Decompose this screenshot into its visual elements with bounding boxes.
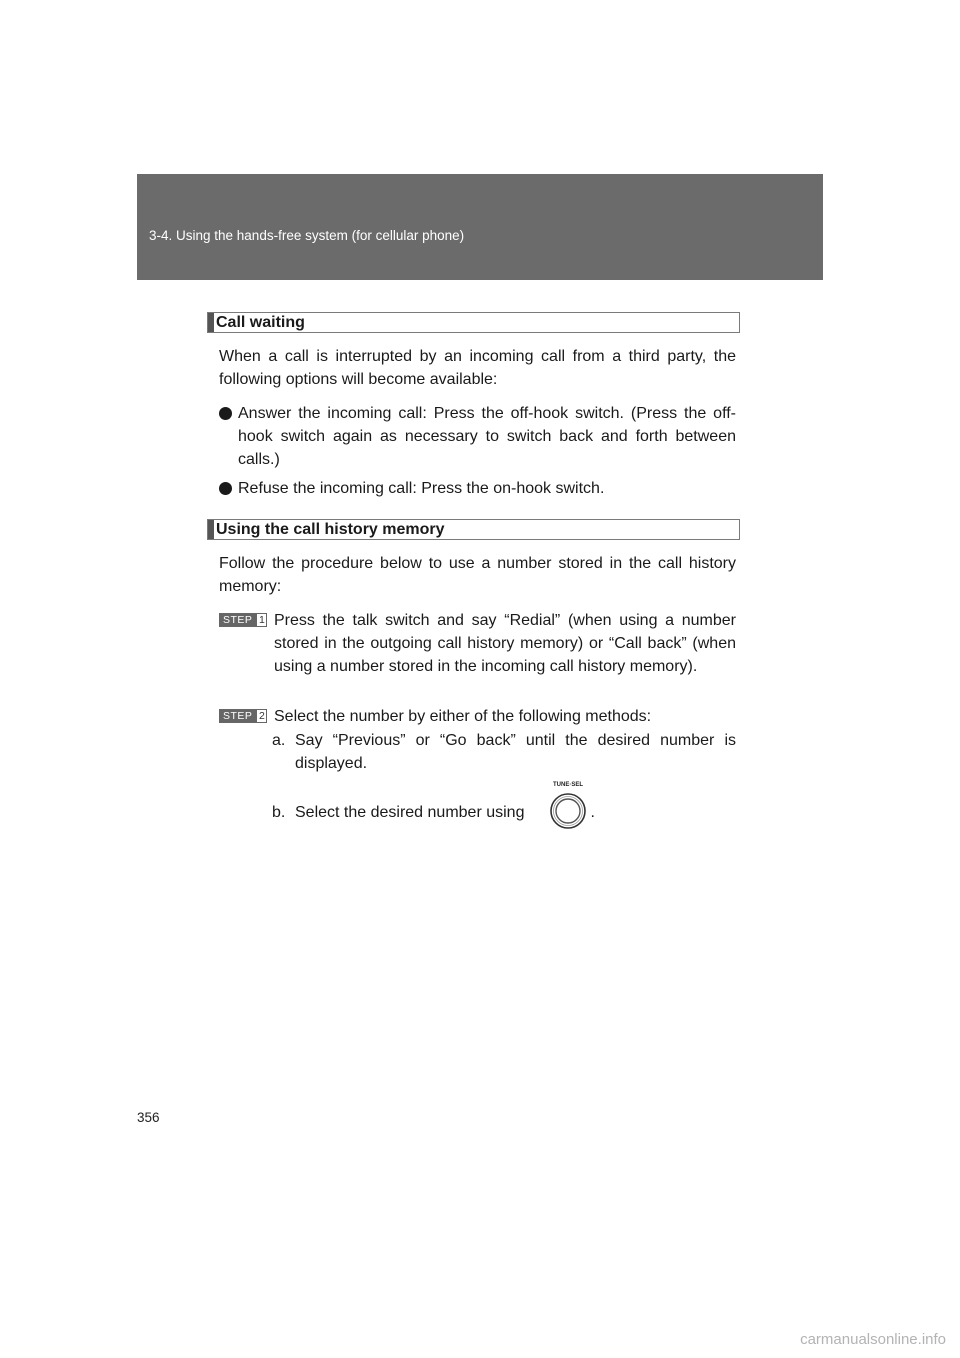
- method-marker: a.: [272, 732, 286, 749]
- bullet-icon: [219, 482, 232, 495]
- bullet-item: [219, 477, 736, 500]
- call-waiting-heading: [207, 312, 740, 333]
- page-number: 356: [137, 1110, 160, 1125]
- step-2: [219, 705, 736, 728]
- call-history-intro: Follow the procedure below to use a number stored in the call history memory:: [219, 555, 736, 595]
- step-badge: [219, 709, 267, 723]
- call-history-heading: [207, 519, 740, 540]
- section-header-title: 3-4. Using the hands-free system (for cellular phone): [149, 228, 465, 243]
- method-a: [272, 729, 736, 775]
- heading-bar: [208, 313, 214, 332]
- bullet-icon: [219, 407, 232, 420]
- tune-sel-knob-icon: [546, 780, 590, 832]
- step-text: Select the number by either of the following methods:: [274, 708, 652, 725]
- bullet-text: Answer the incoming call: Press the off-hook switch. (Press the off-hook switch again as necessary to switch back and forth between calls.): [238, 405, 736, 468]
- step-badge-number: 2: [256, 709, 267, 723]
- step-badge: [219, 613, 267, 627]
- call-history-heading-label: Using the call history memory: [216, 521, 445, 538]
- call-waiting-heading-label: Call waiting: [216, 314, 305, 331]
- section-header-band: [137, 174, 823, 280]
- step-1: [219, 609, 736, 678]
- method-b-line: [295, 801, 736, 824]
- step-badge-word: STEP: [219, 709, 256, 723]
- knob-label: TUNE·SEL: [553, 782, 583, 788]
- method-text: Say “Previous” or “Go back” until the desired number is displayed.: [295, 732, 736, 772]
- step-badge-number: 1: [256, 613, 267, 627]
- step-text: Press the talk switch and say “Redial” (when using a number stored in the outgoing call history memory) or “Call back” (when using a number stored in the incoming call history memory).: [274, 612, 736, 675]
- heading-bar: [208, 520, 214, 539]
- bullet-text: Refuse the incoming call: Press the on-hook switch.: [238, 480, 605, 497]
- bullet-item: [219, 402, 736, 471]
- method-b: [272, 801, 736, 824]
- method-text: Select the desired number using: [295, 804, 525, 821]
- step-badge-word: STEP: [219, 613, 256, 627]
- call-waiting-intro: When a call is interrupted by an incoming call from a third party, the following options will become available:: [219, 348, 736, 388]
- watermark-link[interactable]: carmanualsonline.info: [800, 1331, 946, 1348]
- method-marker: b.: [272, 804, 286, 821]
- method-text-end: .: [590, 804, 595, 821]
